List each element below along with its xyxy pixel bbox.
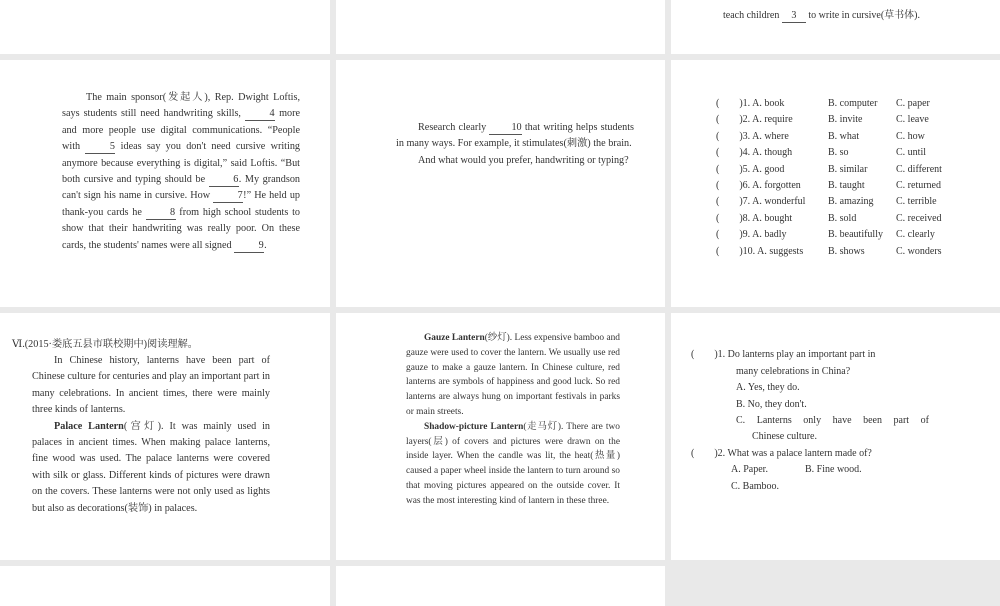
reading-card-2 <box>336 313 665 560</box>
option-row[interactable]: ( )5. A. good B. similar C. different <box>716 163 942 175</box>
blank-10[interactable]: 10 <box>489 122 521 135</box>
bottom-left-card <box>0 566 330 606</box>
option-row[interactable]: ( )4. A. though B. so C. until <box>716 147 927 159</box>
top-right-card <box>671 0 1000 54</box>
q1-option-c[interactable]: C. Lanterns only have been part of <box>736 415 929 426</box>
option-row[interactable]: ( )7. A. wonderful B. amazing C. terrible <box>716 196 937 208</box>
bottom-middle-card <box>336 566 665 606</box>
question-2[interactable]: ( )2. What was a palace lantern made of? <box>691 448 872 459</box>
option-row[interactable]: ( )9. A. badly B. beautifully C. clearly <box>716 229 935 241</box>
answer-options-list <box>716 96 966 260</box>
blank-8[interactable]: 8 <box>146 207 176 220</box>
blank-3[interactable]: 3 <box>782 10 806 23</box>
blank-5[interactable]: 5 <box>85 141 115 154</box>
option-row[interactable]: ( )3. A. where B. what C. how <box>716 130 925 142</box>
blank-4[interactable]: 4 <box>245 108 275 121</box>
top-left-card <box>0 0 330 54</box>
q1-option-b[interactable]: B. No, they don't. <box>736 399 807 410</box>
question-1[interactable]: ( )1. Do lanterns play an important part in <box>691 349 876 360</box>
option-row[interactable]: ( )2. A. require B. invite C. leave <box>716 114 929 126</box>
top-middle-card <box>336 0 665 54</box>
passage-card-1 <box>0 60 330 307</box>
option-row[interactable]: ( )10. A. suggests B. shows C. wonders <box>716 245 942 257</box>
reading-passage-part2: Gauze Lantern(纱灯). Less expensive bamboo and gauze were used to cover the lantern. We usually use red gauze to make a gauze lantern. In Chinese culture, red lanterns are symbols of happiness and good luck. So red lanterns are always hung on important festivals in parks or main streets. Shadow-picture Lantern(走马灯). There are two layers(层) of covers and pictures were drawn on the inside layer. When the candle was lit, the heat(热量) caused a paper wheel inside the lantern to turn around so that moving pictures appeared on the outside cover. It was the most interesting kind of lantern in these three. <box>406 333 620 506</box>
cloze-passage-part2: Research clearly 10 that writing helps students in many ways. For example, it stimulates(刺激) the brain. And what would you prefer, handwriting or typing? <box>396 122 635 166</box>
option-row[interactable]: ( )8. A. bought B. sold C. received <box>716 212 942 224</box>
top-right-fragment: teach children 3 to write in cursive(草书体). <box>723 10 920 21</box>
q1-option-a[interactable]: A. Yes, they do. <box>736 382 800 393</box>
blank-9[interactable]: 9 <box>234 240 264 253</box>
shadow-lantern-title: Shadow-picture Lantern <box>424 421 524 432</box>
section-heading: Ⅵ.(2015·娄底五县市联校期中)阅读理解。 <box>12 339 198 350</box>
gauze-lantern-title: Gauze Lantern <box>424 333 485 343</box>
reading-passage-part1: In Chinese history, lanterns have been part of Chinese culture for centuries and play an important part in many celebrations. In ancient times, there were mainly three kinds of lanterns. Palace Lantern(宫灯). It was mainly used in palaces in ancient times. When making palace lanterns, fine wood was used. The palace lanterns were covered with silk or glass. Different kinds of pictures were drawn on the covers. These lanterns were not only used as lights but also as decorations(装饰) in palaces. <box>32 355 270 514</box>
cloze-passage-part1: The main sponsor(发起人), Rep. Dwight Loftis, says students still need handwriting skills, 4 more and more people use digital communications. “People with 5 ideas say you don't need cursive writing anymore because everything is digital,” said Loftis. “But both cursive and typing should be 6. My grandson can't sign his name in cursive. How 7!” He held up thank-you cards he 8 from high school students to show that their handwriting was really poor. On these cards, the students' names were all signed 9. <box>62 92 301 251</box>
bottom-right-empty <box>671 566 1000 606</box>
passage-card-2 <box>336 60 665 307</box>
blank-7[interactable]: 7 <box>213 190 243 203</box>
option-row[interactable]: ( )1. A. book B. computer C. paper <box>716 98 930 109</box>
palace-lantern-title: Palace Lantern <box>54 420 124 432</box>
option-row[interactable]: ( )6. A. forgotten B. taught C. returned <box>716 179 941 191</box>
q2-option-b[interactable]: B. Fine wood. <box>805 464 862 475</box>
q2-option-a[interactable]: A. Paper. <box>731 464 768 475</box>
reading-card-1 <box>0 313 330 560</box>
q2-option-c[interactable]: C. Bamboo. <box>731 481 780 492</box>
blank-6[interactable]: 6 <box>209 174 239 187</box>
